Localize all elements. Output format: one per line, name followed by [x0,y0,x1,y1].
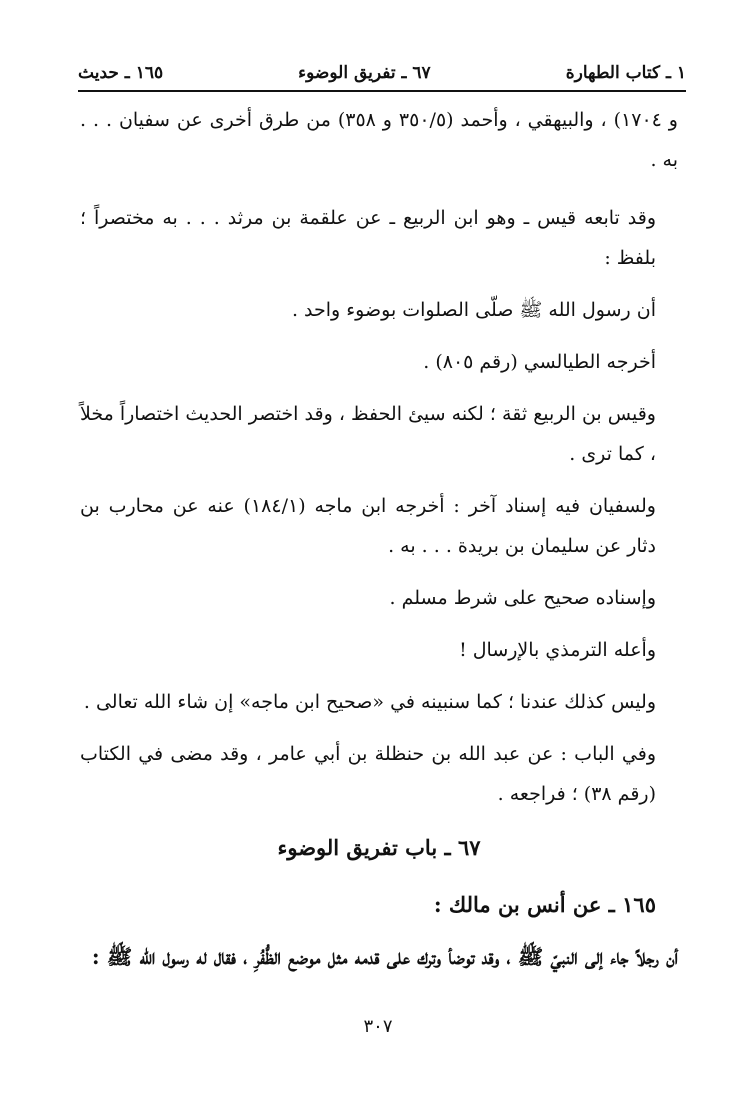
paragraph-qays: وقيس بن الربيع ثقة ؛ لكنه سيئ الحفظ ، وقد اختصر الحديث اختصاراً مخلاً ، كما ترى . [80,403,656,465]
header-chapter: ١ ـ كتاب الطهارة [565,63,686,83]
paragraph-mutaba: وقد تابعه قيس ـ وهو ابن الربيع ـ عن علقمة بن مرثد . . . به مختصراً ؛ بلفظ : [80,207,656,269]
paragraph-matn: أن رسول الله ﷺ صلّى الصلوات بوضوء واحد . [291,299,656,321]
chapter-heading: ٦٧ ـ باب تفريق الوضوء [277,835,481,860]
running-header [78,58,686,88]
header-hadith-ref: ١٦٥ ـ حديث [78,63,164,83]
paragraph-tirmidhi: وأعله الترمذي بالإرسال ! [459,639,656,661]
page-body [80,100,678,992]
hadith-text: أن رجلاً جاء إلى النبيّ ﷺ ، وقد توضأ وترك على قدمه مثل موضع الظُّفُرِ ، فقال له رسول الله ﷺ : [91,944,678,969]
paragraph-response: وليس كذلك عندنا ؛ كما سنبينه في «صحيح ابن ماجه» إن شاء الله تعالى . [83,691,656,713]
paragraph-continuation: و ١٧٠٤) ، والبيهقي ، وأحمد (٣٥٠/٥ و ٣٥٨) من طرق أخرى عن سفيان . . . به . [80,109,678,171]
paragraph-isnad-grade: وإسناده صحيح على شرط مسلم . [389,587,656,609]
paragraph-fil-bab: وفي الباب : عن عبد الله بن حنظلة بن أبي عامر ، وقد مضى في الكتاب (رقم ٣٨) ؛ فراجعه . [80,743,656,805]
paragraph-other-isnad: ولسفيان فيه إسناد آخر : أخرجه ابن ماجه (١٨٤/١) عنه عن محارب بن دثار عن سليمان بن بريدة . . . به . [80,495,656,557]
page-number: ٣٠٧ [363,1016,393,1037]
paragraph-takhrij: أخرجه الطيالسي (رقم ٨٠٥) . [423,351,656,373]
header-rule [78,90,686,92]
header-section: ٦٧ ـ تفريق الوضوء [298,63,431,83]
hadith-intro: ١٦٥ ـ عن أنس بن مالك : [433,892,656,917]
